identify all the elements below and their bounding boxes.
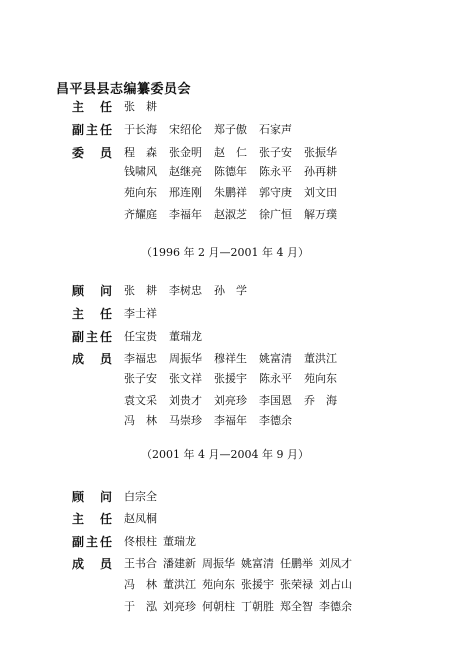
member-name: 张子安 (259, 146, 292, 159)
member-name: 钱啸风 (124, 165, 157, 178)
member-name: 李福忠 (124, 352, 157, 365)
member-name: 冯 林 (124, 414, 157, 427)
member-names (124, 328, 214, 344)
roster-row (0, 392, 450, 412)
member-name: 李福年 (169, 208, 202, 221)
member-name: 张荣禄 (280, 578, 313, 591)
member-name: 解万璞 (304, 208, 337, 221)
member-names (124, 144, 349, 160)
member-name: 董洪江 (304, 352, 337, 365)
member-name: 周振华 (202, 557, 235, 570)
member-name: 邢连刚 (169, 186, 202, 199)
member-name: 于 泓 (124, 600, 157, 613)
member-name: 陈永平 (259, 165, 292, 178)
role-label: 主任 (72, 512, 112, 526)
member-names (124, 576, 358, 592)
committee-title: 昌平县县志编纂委员会 (56, 82, 192, 97)
member-names (124, 184, 349, 200)
member-names (124, 206, 349, 222)
member-name: 白宗全 (124, 490, 157, 503)
member-name: 马崇珍 (169, 414, 202, 427)
member-name: 李国恩 (259, 394, 292, 407)
role-label: 顾问 (72, 490, 112, 504)
member-names (124, 370, 349, 386)
member-name: 张援宇 (241, 578, 274, 591)
member-name: 赵 仁 (214, 146, 247, 159)
member-name: 李德余 (319, 600, 352, 613)
member-name: 李福年 (214, 414, 247, 427)
roster-row (0, 350, 450, 370)
role-label: 顾问 (72, 284, 112, 298)
member-name: 董瑞龙 (169, 330, 202, 343)
member-name: 郑子傲 (214, 123, 247, 136)
member-name: 程 森 (124, 146, 157, 159)
role-label: 主任 (72, 307, 112, 321)
member-names (124, 555, 358, 571)
member-name: 张子安 (124, 372, 157, 385)
roster-row (0, 206, 450, 226)
roster-row (0, 533, 450, 553)
member-name: 赵继亮 (169, 165, 202, 178)
member-name: 董瑞龙 (163, 535, 196, 548)
member-names (124, 533, 202, 549)
member-name: 张文祥 (169, 372, 202, 385)
member-name: 冯 林 (124, 578, 157, 591)
member-name: 任鹏举 (280, 557, 313, 570)
member-name: 张振华 (304, 146, 337, 159)
member-name: 刘占山 (319, 578, 352, 591)
member-name: 于长海 (124, 123, 157, 136)
member-names (124, 392, 349, 408)
roster-row (0, 328, 450, 348)
member-name: 孙 学 (214, 284, 247, 297)
member-name: 姚富清 (241, 557, 274, 570)
member-names (124, 98, 169, 114)
roster-row (0, 121, 450, 141)
member-names (124, 282, 259, 298)
member-name: 陈德年 (214, 165, 247, 178)
member-name: 佟根柱 (124, 535, 157, 548)
member-name: 赵凤桐 (124, 512, 157, 525)
member-name: 张 耕 (124, 100, 157, 113)
member-name: 何朝柱 (202, 600, 235, 613)
period-label-2: （2001 年 4 月—2004 年 9 月） (141, 448, 309, 461)
member-name: 刘亮珍 (163, 600, 196, 613)
member-name: 苑向东 (124, 186, 157, 199)
member-names (124, 305, 169, 321)
member-name: 丁朝胜 (241, 600, 274, 613)
roster-row (0, 576, 450, 596)
member-name: 齐耀庭 (124, 208, 157, 221)
roster-row (0, 488, 450, 508)
member-name: 张 耕 (124, 284, 157, 297)
member-name: 刘文田 (304, 186, 337, 199)
member-name: 穆祥生 (214, 352, 247, 365)
roster-row (0, 184, 450, 204)
member-name: 刘贵才 (169, 394, 202, 407)
member-names (124, 598, 358, 614)
member-name: 徐广恒 (259, 208, 292, 221)
member-name: 李树忠 (169, 284, 202, 297)
member-name: 张援宇 (214, 372, 247, 385)
member-name: 郭守庚 (259, 186, 292, 199)
member-name: 潘建新 (163, 557, 196, 570)
member-names (124, 163, 349, 179)
role-label: 副主任 (72, 123, 112, 137)
member-names (124, 510, 163, 526)
member-names (124, 121, 304, 137)
roster-row (0, 510, 450, 530)
member-name: 宋绍伦 (169, 123, 202, 136)
roster-row (0, 305, 450, 325)
role-label: 委员 (72, 146, 112, 160)
roster-row (0, 412, 450, 432)
member-name: 苑向东 (304, 372, 337, 385)
member-names (124, 350, 349, 366)
period-label-1: （1996 年 2 月—2001 年 4 月） (141, 246, 309, 259)
member-name: 孙再耕 (304, 165, 337, 178)
member-names (124, 488, 163, 504)
member-name: 赵淑芝 (214, 208, 247, 221)
role-label: 副主任 (72, 535, 112, 549)
member-name: 乔 海 (304, 394, 337, 407)
roster-row (0, 163, 450, 183)
roster-row (0, 598, 450, 618)
member-name: 任宝贵 (124, 330, 157, 343)
roster-row (0, 144, 450, 164)
member-name: 王书合 (124, 557, 157, 570)
member-name: 石家声 (259, 123, 292, 136)
member-name: 李德余 (259, 414, 292, 427)
roster-row (0, 370, 450, 390)
member-name: 袁文采 (124, 394, 157, 407)
role-label: 成员 (72, 557, 112, 571)
roster-row (0, 555, 450, 575)
role-label: 成员 (72, 352, 112, 366)
member-name: 周振华 (169, 352, 202, 365)
member-name: 朱鹏祥 (214, 186, 247, 199)
role-label: 主任 (72, 100, 112, 114)
roster-row (0, 282, 450, 302)
role-label: 副主任 (72, 330, 112, 344)
member-name: 李士祥 (124, 307, 157, 320)
member-name: 郑全智 (280, 600, 313, 613)
member-name: 姚富清 (259, 352, 292, 365)
member-name: 陈永平 (259, 372, 292, 385)
member-name: 张金明 (169, 146, 202, 159)
member-names (124, 412, 304, 428)
member-name: 董洪江 (163, 578, 196, 591)
member-name: 刘凤才 (319, 557, 352, 570)
member-name: 刘亮珍 (214, 394, 247, 407)
roster-row (0, 98, 450, 118)
member-name: 苑向东 (202, 578, 235, 591)
